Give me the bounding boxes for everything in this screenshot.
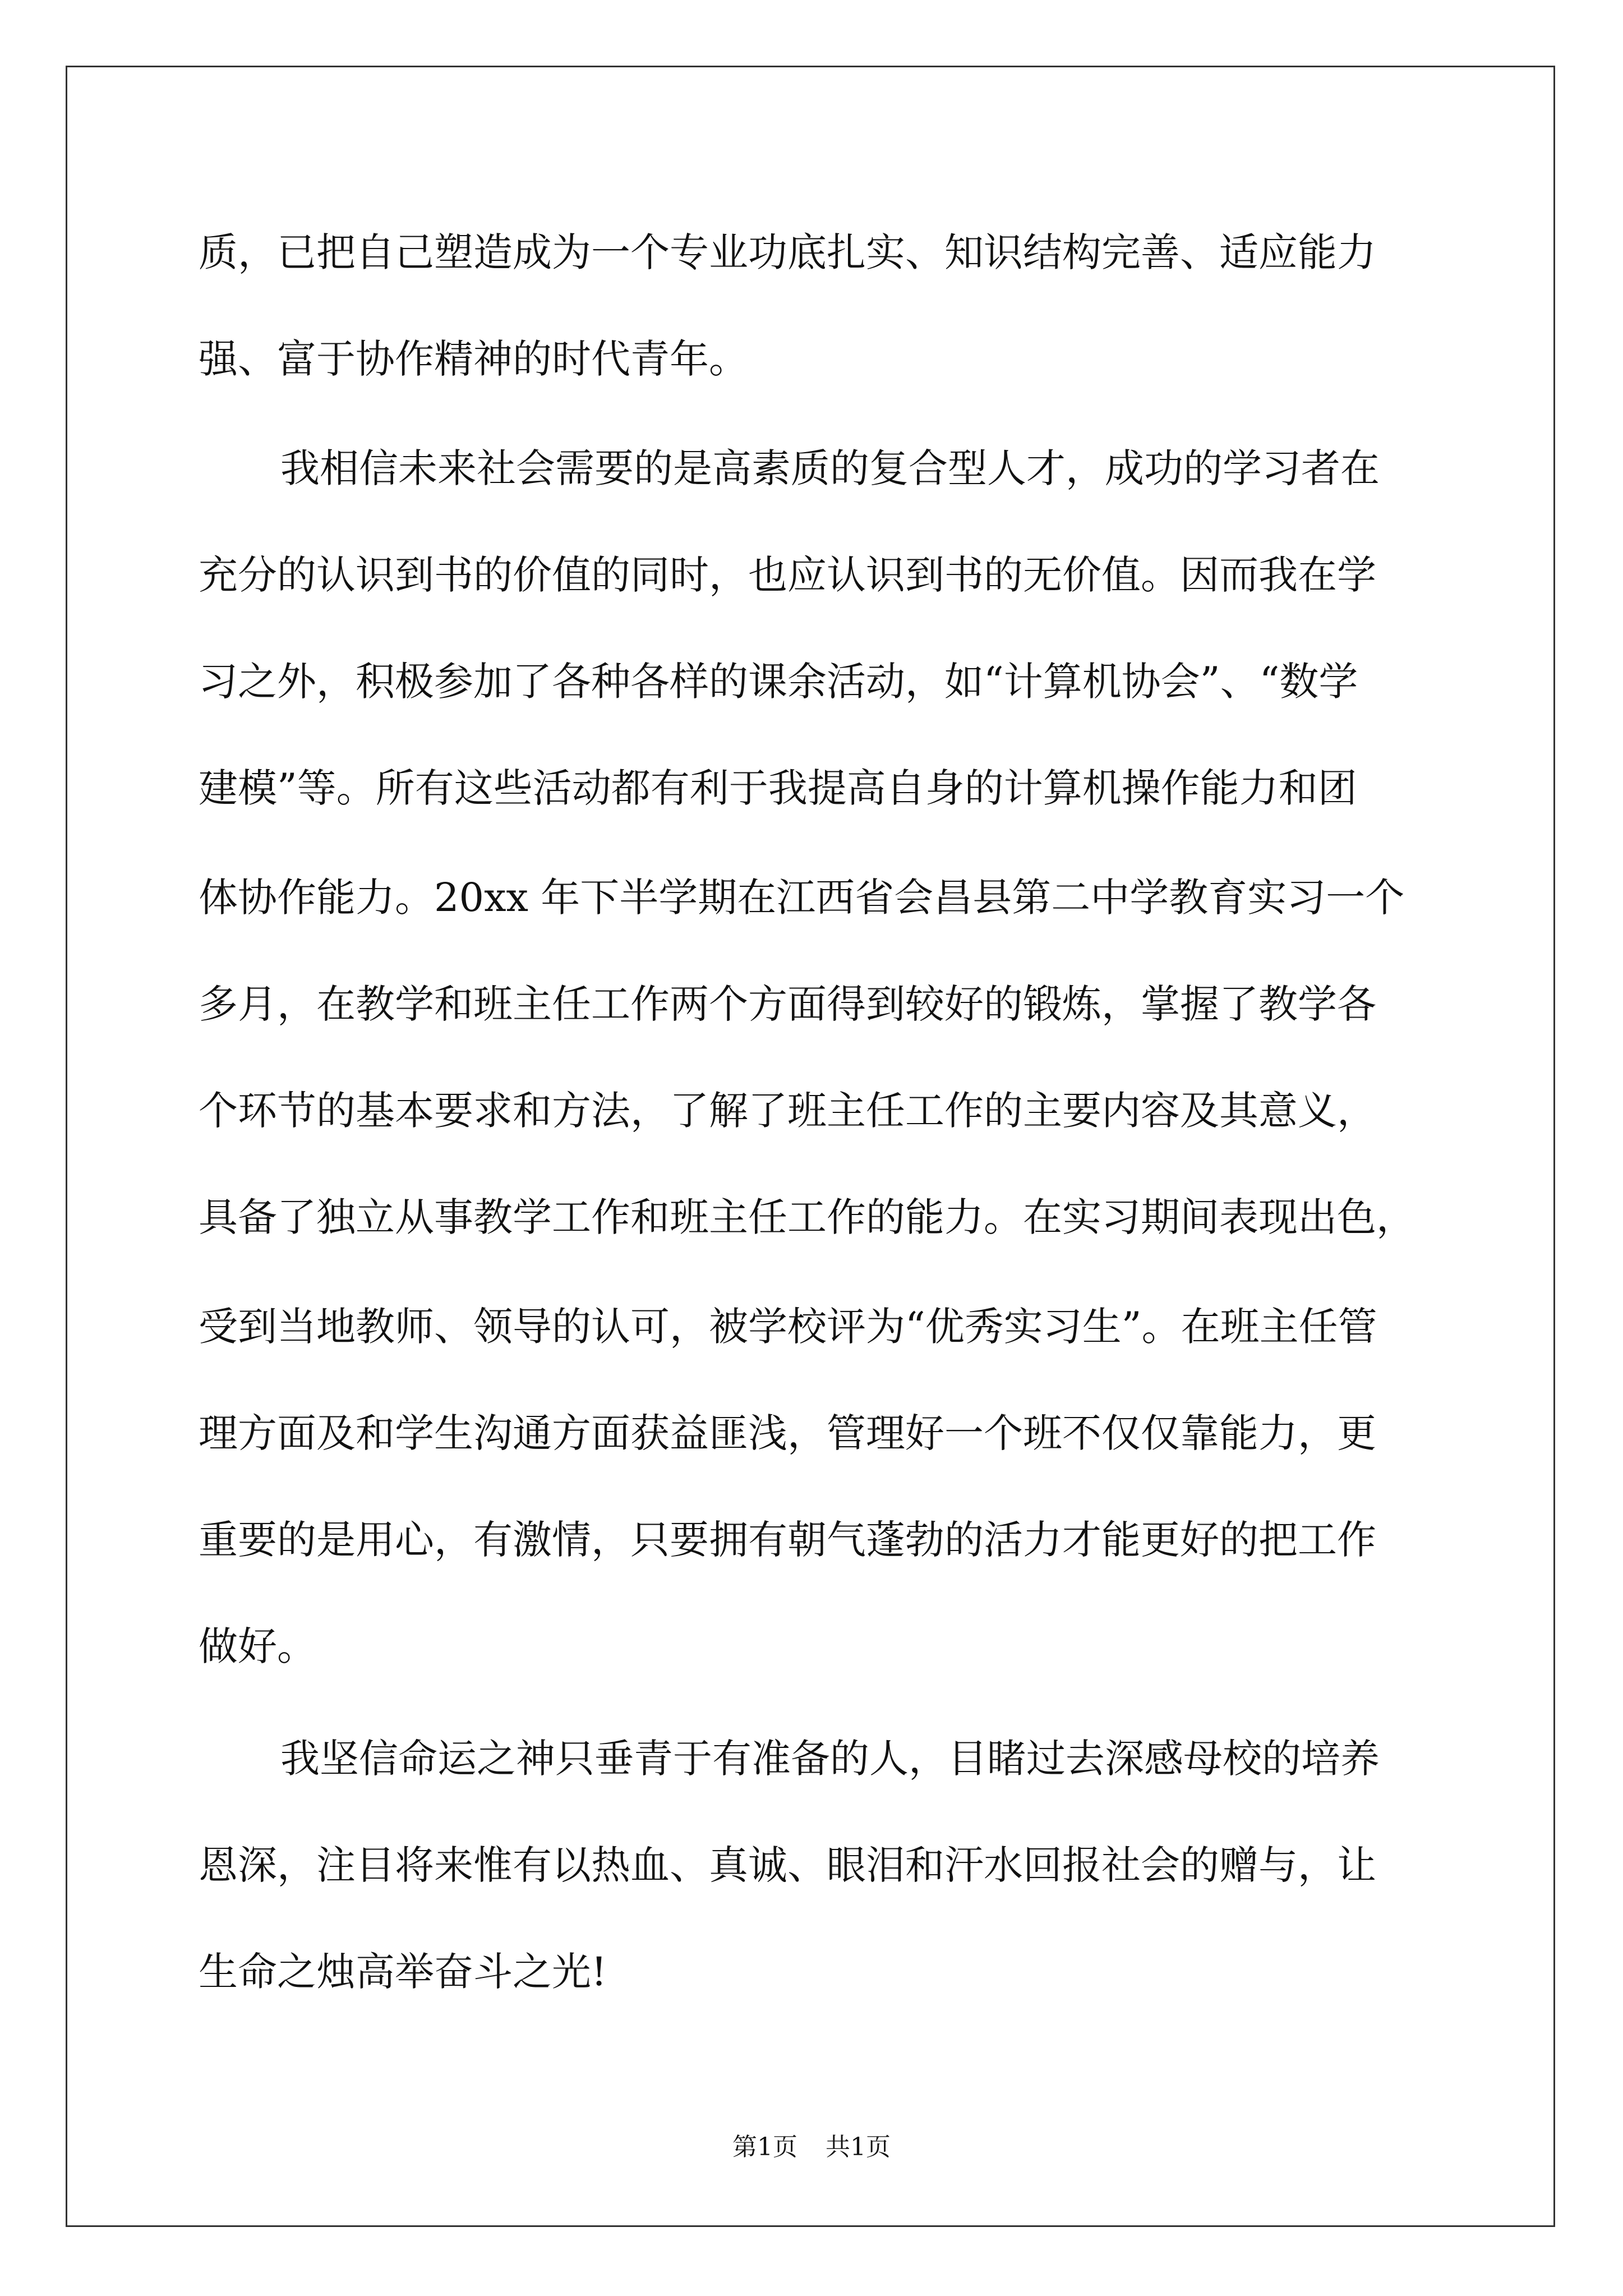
text-line: 质，已把自己塑造成为一个专业功底扎实、知识结构完善、适应能力 (199, 229, 1376, 275)
text-line: 重要的是用心，有激情，只要拥有朝气蓬勃的活力才能更好的把工作 (199, 1517, 1376, 1563)
paragraph-start-line: 我相信未来社会需要的是高素质的复合型人才，成功的学习者在 (280, 445, 1380, 491)
text-line: 个环节的基本要求和方法，了解了班主任工作的主要内容及其意义， (199, 1088, 1376, 1134)
text-line: 强、富于协作精神的时代青年。 (199, 336, 748, 382)
page-number-current: 第1页 (732, 2133, 797, 2161)
page-footer (0, 2135, 1623, 2160)
text-line: 具备了独立从事教学工作和班主任工作的能力。在实习期间表现出色， (199, 1194, 1415, 1240)
text-line: 体协作能力。20xx 年下半学期在江西省会昌县第二中学教育实习一个 (199, 875, 1405, 921)
text-line: 建模”等。所有这些活动都有利于我提高自身的计算机操作能力和团 (199, 765, 1357, 811)
text-line: 生命之烛高举奋斗之光! (199, 1949, 607, 1995)
text-line: 理方面及和学生沟通方面获益匪浅，管理好一个班不仅仅靠能力，更 (199, 1410, 1376, 1456)
page-number-total: 共1页 (826, 2133, 891, 2161)
text-line: 受到当地教师、领导的认可，被学校评为“优秀实习生”。在班主任管 (199, 1304, 1377, 1350)
page-border (66, 66, 1555, 2227)
text-line: 习之外，积极参加了各种各样的课余活动，如“计算机协会”、“数学 (199, 659, 1358, 705)
text-line: 做好。 (199, 1623, 316, 1669)
text-line: 充分的认识到书的价值的同时，也应认识到书的无价值。因而我在学 (199, 552, 1376, 598)
paragraph-start-line: 我坚信命运之神只垂青于有准备的人，目睹过去深感母校的培养 (280, 1736, 1380, 1782)
text-line: 恩深，注目将来惟有以热血、真诚、眼泪和汗水回报社会的赠与，让 (199, 1842, 1376, 1888)
text-line: 多月，在教学和班主任工作两个方面得到较好的锻炼，掌握了教学各 (199, 981, 1376, 1027)
